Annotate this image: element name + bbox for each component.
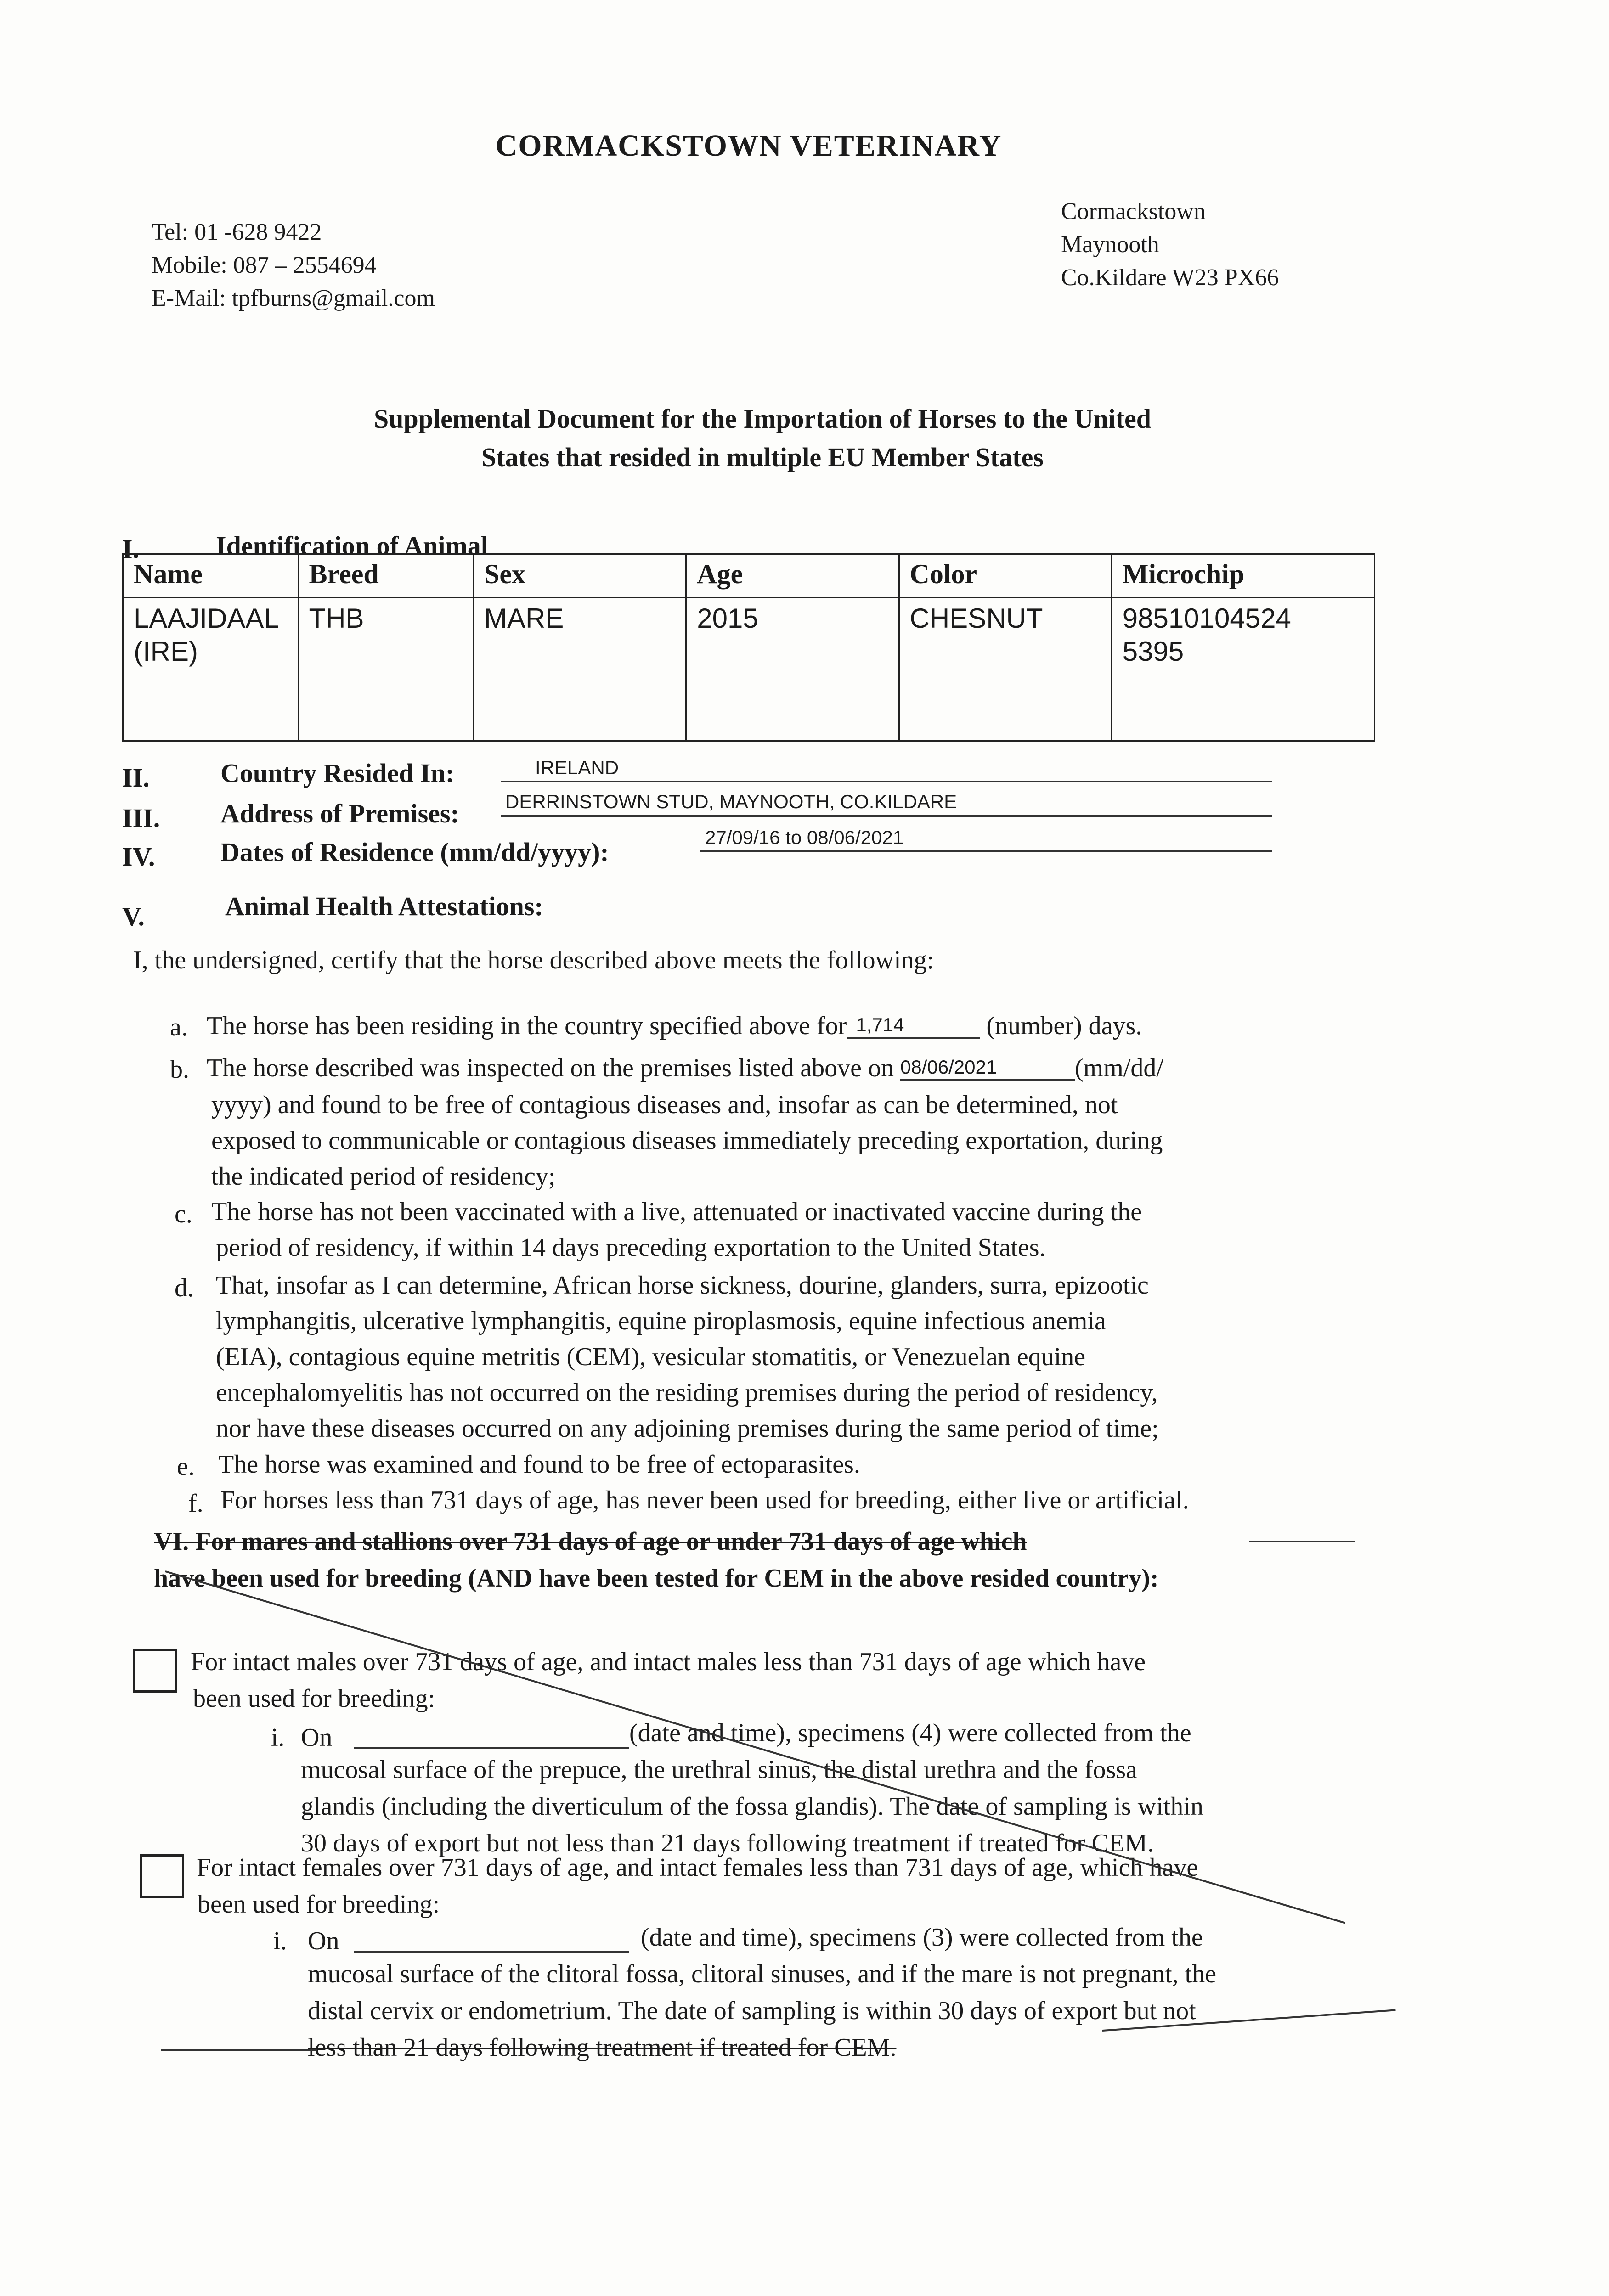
email: E-Mail: tpfburns@gmail.com: [152, 285, 435, 311]
column-header-age: Age: [686, 554, 899, 598]
attestation-b-text: The horse described was inspected on the premises listed above on: [207, 1054, 894, 1082]
cell-name: [123, 598, 299, 741]
country-label: Country Resided In:: [220, 758, 455, 788]
telephone: Tel: 01 -628 9422: [152, 219, 322, 245]
cell-sex: MARE: [474, 598, 686, 741]
males-condition-line-2: been used for breeding:: [193, 1684, 435, 1713]
inspection-date-value: 08/06/2021: [900, 1055, 1075, 1081]
address-line-3: Co.Kildare W23 PX66: [1061, 264, 1279, 291]
attestation-d-line-3: (EIA), contagious equine metritis (CEM), vesicular stomatitis, or Venezuelan equine: [216, 1343, 1086, 1371]
attestation-a-unit: (number) days.: [986, 1012, 1142, 1040]
females-condition-line-1: For intact females over 731 days of age, and intact females less than 731 days of age, which have: [197, 1853, 1198, 1882]
attestation-a-letter: a.: [170, 1013, 188, 1041]
females-item-i-line-4: less than 21 days following treatment if treated for CEM.: [308, 2033, 897, 2062]
address-label: Address of Premises:: [220, 799, 459, 828]
females-item-i-number: i.: [273, 1927, 287, 1955]
document-subtitle: [257, 400, 1268, 477]
attestation-c-line-1: The horse has not been vaccinated with a live, attenuated or inactivated vaccine during the: [211, 1198, 1142, 1226]
column-header-microchip: Microchip: [1112, 554, 1374, 598]
attestation-b-date-format: (mm/dd/: [1075, 1054, 1163, 1082]
cell-breed: THB: [298, 598, 474, 741]
section-4-number: IV.: [122, 842, 155, 872]
attestation-b-letter: b.: [170, 1055, 189, 1084]
country-value: IRELAND: [535, 757, 619, 778]
attestation-a-text: The horse has been residing in the country specified above for: [207, 1012, 847, 1040]
attestation-d-line-5: nor have these diseases occurred on any adjoining premises during the same period of time;: [216, 1414, 1159, 1443]
females-date-field[interactable]: [354, 1951, 629, 1953]
address-line-1: Cormackstown: [1061, 198, 1206, 225]
attestation-c-letter: c.: [175, 1200, 192, 1228]
males-checkbox[interactable]: [133, 1649, 177, 1693]
subtitle-line-2: States that resided in multiple EU Member States: [481, 442, 1044, 472]
attestation-d-line-2: lymphangitis, ulcerative lymphangitis, equine piroplasmosis, equine infectious anemia: [216, 1307, 1106, 1335]
section-5-number: V.: [122, 901, 145, 931]
attestation-d-line-4: encephalomyelitis has not occurred on the residing premises during the period of residency,: [216, 1379, 1158, 1407]
attestation-c-line-2: period of residency, if within 14 days preceding exportation to the United States.: [216, 1233, 1046, 1262]
females-condition-line-2: been used for breeding:: [198, 1890, 440, 1919]
microchip-part-2: 5395: [1122, 636, 1184, 667]
subtitle-line-1: Supplemental Document for the Importation of Horses to the United: [373, 404, 1152, 433]
attestation-b-line-4: the indicated period of residency;: [211, 1162, 556, 1191]
females-strike-extension: [161, 2049, 317, 2051]
females-item-i-line-1: (date and time), specimens (3) were collected from the: [641, 1923, 1203, 1952]
clinic-title: CORMACKSTOWN VETERINARY: [495, 129, 1002, 163]
section-3-number: III.: [122, 803, 160, 833]
cell-microchip: [1112, 598, 1374, 741]
attestation-a: [207, 1008, 1142, 1044]
section-2-number: II.: [122, 763, 150, 793]
table-row: [123, 598, 1375, 741]
attestation-e-line-1: The horse was examined and found to be free of ectoparasites.: [218, 1450, 860, 1479]
days-value: 1,714: [847, 1013, 980, 1039]
section-5-heading: Animal Health Attestations:: [225, 891, 543, 921]
horse-name: LAAJIDAAL: [134, 603, 279, 634]
column-header-sex: Sex: [474, 554, 686, 598]
column-header-breed: Breed: [298, 554, 474, 598]
females-item-i-line-3: distal cervix or endometrium. The date of sampling is within 30 days of export but not: [308, 1997, 1196, 2025]
females-checkbox[interactable]: [140, 1854, 184, 1898]
section-1-heading: Identification of Animal: [216, 531, 488, 561]
attestation-f-line-1: For horses less than 731 days of age, has never been used for breeding, either live or artificial.: [220, 1486, 1189, 1514]
males-item-i-number: i.: [271, 1723, 285, 1752]
dates-label: Dates of Residence (mm/dd/yyyy):: [220, 837, 609, 867]
males-item-i-on: On: [301, 1723, 333, 1752]
cell-age: 2015: [686, 598, 899, 741]
males-item-i-line-2: mucosal surface of the prepuce, the urethral sinus, the distal urethra and the fossa: [301, 1756, 1137, 1784]
males-item-i-line-4: 30 days of export but not less than 21 days following treatment if treated for CEM.: [301, 1829, 1154, 1857]
microchip-part-1: 98510104524: [1122, 603, 1291, 634]
address-underline: [501, 815, 1272, 817]
males-date-field[interactable]: [354, 1747, 629, 1749]
country-underline: [501, 781, 1272, 782]
animal-identification-table: [122, 553, 1375, 742]
females-item-i-line-2: mucosal surface of the clitoral fossa, clitoral sinuses, and if the mare is not pregnant, the: [308, 1960, 1217, 1988]
males-condition-line-1: For intact males over 731 days of age, and intact males less than 731 days of age which have: [191, 1648, 1146, 1676]
section-1-number: I.: [122, 534, 140, 564]
cell-color: CHESNUT: [899, 598, 1112, 741]
address-line-2: Maynooth: [1061, 231, 1159, 258]
section-6-heading-line-1: VI. For mares and stallions over 731 days of age or under 731 days of age which: [154, 1527, 1027, 1556]
table-header-row: [123, 554, 1375, 598]
clinic-address: [1061, 195, 1279, 294]
attestation-e-letter: e.: [177, 1452, 195, 1481]
attestation-d-line-1: That, insofar as I can determine, African horse sickness, dourine, glanders, surra, epizootic: [216, 1271, 1149, 1300]
mobile: Mobile: 087 – 2554694: [152, 252, 377, 278]
attestation-f-letter: f.: [188, 1489, 203, 1518]
section-6-heading-line-2: have been used for breeding (AND have been tested for CEM in the above resided country):: [154, 1564, 1159, 1593]
attestation-b-line-3: exposed to communicable or contagious diseases immediately preceding exportation, during: [211, 1126, 1163, 1155]
horse-name-suffix: (IRE): [134, 636, 198, 667]
column-header-color: Color: [899, 554, 1112, 598]
certification-statement: I, the undersigned, certify that the horse described above meets the following:: [133, 946, 934, 974]
males-item-i-line-3: glandis (including the diverticulum of the fossa glandis). The date of sampling is within: [301, 1792, 1203, 1821]
section-6-heading-line-1-underline: [1249, 1541, 1355, 1542]
address-value: DERRINSTOWN STUD, MAYNOOTH, CO.KILDARE: [505, 791, 957, 812]
attestation-b-line-2: yyyy) and found to be free of contagious diseases and, insofar as can be determined, not: [211, 1091, 1118, 1119]
column-header-name: Name: [123, 554, 299, 598]
contact-block: [152, 216, 435, 315]
attestation-d-letter: d.: [175, 1274, 194, 1302]
attestation-b: [207, 1050, 1163, 1086]
males-item-i-line-1: (date and time), specimens (4) were collected from the: [629, 1719, 1191, 1747]
dates-value: 27/09/16 to 08/06/2021: [705, 827, 904, 848]
dates-underline: [700, 850, 1272, 852]
females-item-i-on: On: [308, 1927, 339, 1955]
